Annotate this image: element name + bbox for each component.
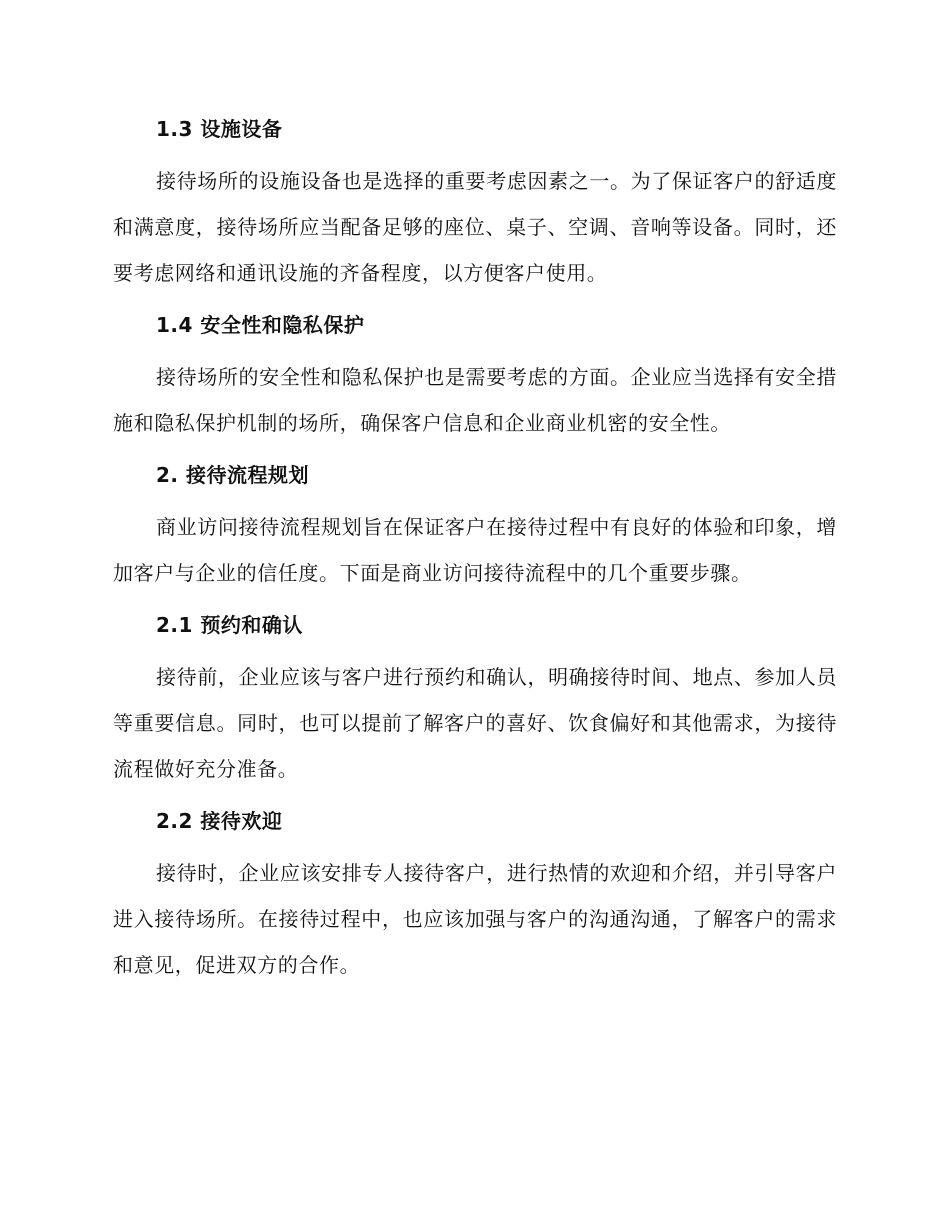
section-heading-security-privacy: 1.4 安全性和隐私保护 bbox=[156, 313, 365, 337]
section-paragraph-security-privacy: 接待场所的安全性和隐私保护也是需要考虑的方面。企业应当选择有安全措施和隐私保护机制的场所，确保客户信息和企业商业机密的安全性。 bbox=[113, 365, 837, 435]
section-paragraph-facilities: 接待场所的设施设备也是选择的重要考虑因素之一。为了保证客户的舒适度和满意度，接待场所应当配备足够的座位、桌子、空调、音响等设备。同时，还要考虑网络和通讯设施的齐备程度，以方便客户使用。 bbox=[113, 169, 837, 285]
section-heading-reception-process: 2. 接待流程规划 bbox=[156, 463, 309, 487]
section-heading-welcome: 2.2 接待欢迎 bbox=[156, 809, 283, 833]
section-paragraph-reception-process: 商业访问接待流程规划旨在保证客户在接待过程中有良好的体验和印象，增加客户与企业的信任度。下面是商业访问接待流程中的几个重要步骤。 bbox=[113, 515, 837, 585]
section-paragraph-appointment: 接待前，企业应该与客户进行预约和确认，明确接待时间、地点、参加人员等重要信息。同时，也可以提前了解客户的喜好、饮食偏好和其他需求，为接待流程做好充分准备。 bbox=[113, 665, 837, 781]
section-paragraph-welcome: 接待时，企业应该安排专人接待客户，进行热情的欢迎和介绍，并引导客户进入接待场所。在接待过程中，也应该加强与客户的沟通沟通，了解客户的需求和意见，促进双方的合作。 bbox=[113, 861, 837, 977]
section-heading-facilities: 1.3 设施设备 bbox=[156, 117, 283, 141]
section-heading-appointment: 2.1 预约和确认 bbox=[156, 613, 303, 637]
document-body bbox=[113, 108, 837, 996]
